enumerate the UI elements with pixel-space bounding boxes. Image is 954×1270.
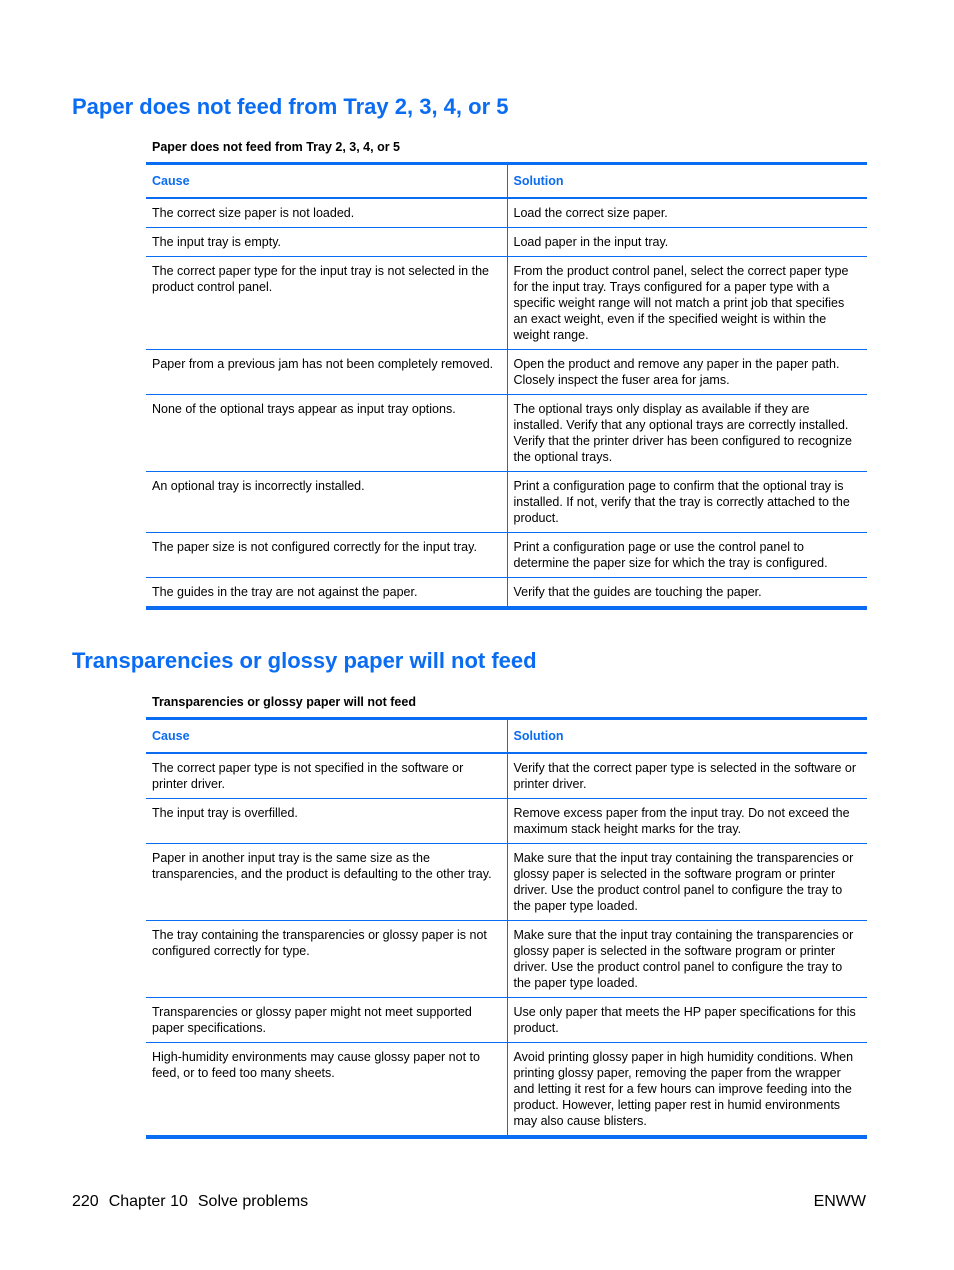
table-row [146,753,867,799]
solution-cell: Remove excess paper from the input tray. Do not exceed the maximum stack height marks for the tray. [507,799,867,844]
chapter-title: Solve problems [197,1193,309,1210]
table-row [146,533,867,578]
cause-cell: The input tray is overfilled. [146,799,507,844]
table-row [146,578,867,609]
table-row [146,395,867,472]
cause-cell: High-humidity environments may cause glossy paper not to feed, or to feed too many sheets. [146,1043,507,1138]
page-footer-right: ENWW [813,1193,866,1210]
cause-cell: Paper in another input tray is the same size as the transparencies, and the product is defaulting to the other tray. [146,844,507,921]
cause-cell: Paper from a previous jam has not been completely removed. [146,350,507,395]
solution-cell: Verify that the correct paper type is selected in the software or printer driver. [513,761,857,791]
cause-cell: The tray containing the transparencies or glossy paper is not configured correctly for type. [146,921,507,998]
cause-cell: The paper size is not configured correctly for the input tray. [146,533,507,578]
table-row [146,228,867,257]
solution-cell: Load paper in the input tray. [507,228,867,257]
table-row [146,1043,867,1138]
chapter-label: Chapter 10 [108,1193,188,1210]
table-row [146,799,867,844]
solution-cell: Use only paper that meets the HP paper specifications for this product. [507,998,867,1043]
solution-cell: Print a configuration page to confirm that the optional tray is installed. If not, verify that the tray is correctly attached to the product. [507,472,867,533]
solution-cell: The optional trays only display as available if they are installed. Verify that any optional trays are correctly installed. Verify that the printer driver has been configured to recognize the optional trays. [507,395,867,472]
solution-cell: Open the product and remove any paper in the paper path. Closely inspect the fuser area for jams. [507,350,867,395]
solution-cell: From the product control panel, select the correct paper type for the input tray. Trays configured for a paper type with a specific weight range will not match a print job that specifies an exact weight, even if the specified weight is within the weight range. [507,257,867,350]
column-header-cause: Cause [146,719,507,754]
column-header-solution: Solution [507,164,867,199]
column-header-cause: Cause [146,164,507,199]
cause-cell: None of the optional trays appear as input tray options. [146,395,507,472]
solution-cell: Avoid printing glossy paper in high humidity conditions. When printing glossy paper, removing the paper from the wrapper and letting it rest for a few hours can improve feeding into the product. However, letting paper rest in humid environments may also cause blisters. [507,1043,867,1138]
table-row [146,257,867,350]
cause-cell: The correct size paper is not loaded. [146,198,507,228]
solution-cell: Make sure that the input tray containing the transparencies or glossy paper is selected in the software program or printer driver. Use the product control panel to configure the tray to the paper type loaded. [507,844,867,921]
table-row [146,844,867,921]
table-caption-paper-feed: Paper does not feed from Tray 2, 3, 4, or 5 [152,140,400,154]
solution-cell: Make sure that the input tray containing the transparencies or glossy paper is selected in the software program or printer driver. Use the product control panel to configure the tray to the paper type loaded. [507,921,867,998]
solution-cell: Print a configuration page or use the control panel to determine the paper size for which the tray is configured. [507,533,867,578]
cause-cell: The guides in the tray are not against the paper. [146,578,507,609]
cause-cell: The correct paper type for the input tray is not selected in the product control panel. [146,257,507,350]
section-heading-transparencies: Transparencies or glossy paper will not feed [72,648,537,673]
table-row [146,198,867,228]
cause-cell: The input tray is empty. [146,228,507,257]
solution-cell: Load the correct size paper. [513,206,668,220]
page-footer-left [72,1192,308,1212]
solution-cell: Verify that the guides are touching the paper. [507,578,867,609]
table-row [146,921,867,998]
cause-cell: An optional tray is incorrectly installed. [146,472,507,533]
table-row [146,472,867,533]
cause-cell: Transparencies or glossy paper might not meet supported paper specifications. [146,998,507,1043]
transparencies-table [146,717,867,1139]
section-heading-paper-feed: Paper does not feed from Tray 2, 3, 4, or 5 [72,94,509,119]
table-row [146,998,867,1043]
page-number: 220 [72,1193,99,1210]
paper-feed-table [146,162,867,610]
cause-cell: The correct paper type is not specified in the software or printer driver. [146,753,507,799]
table-caption-transparencies: Transparencies or glossy paper will not feed [152,695,416,709]
table-row [146,350,867,395]
column-header-solution: Solution [507,719,867,754]
